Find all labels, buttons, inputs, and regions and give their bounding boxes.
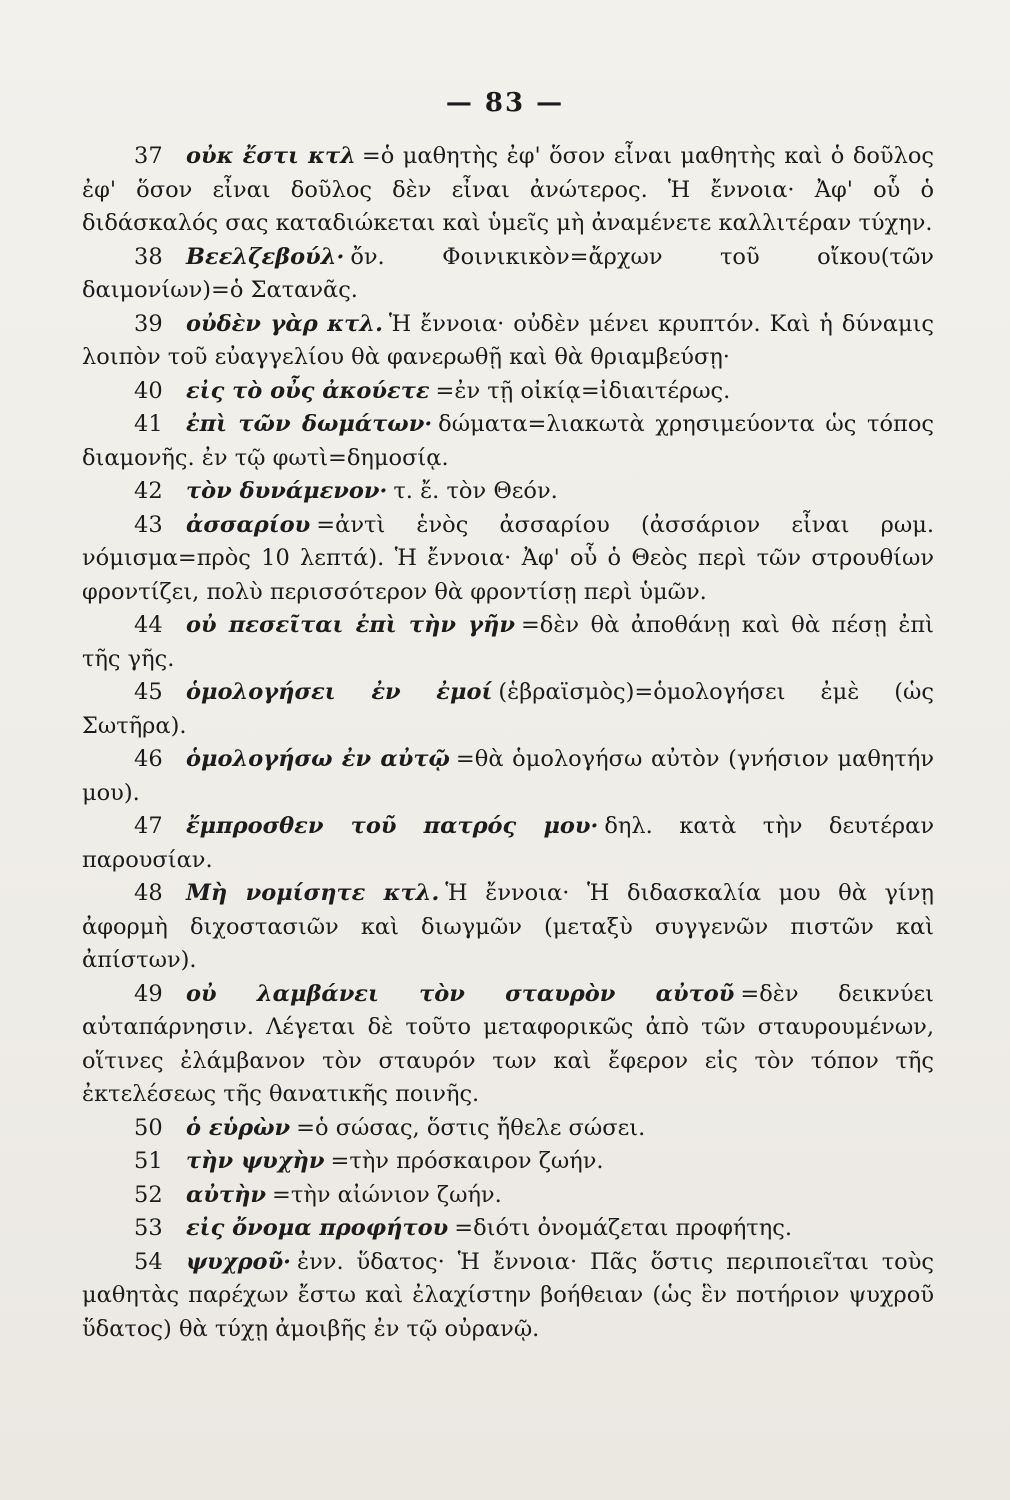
- note-item: [82, 1212, 934, 1246]
- note-term: εἰς ὄνομα προφήτου: [186, 1215, 449, 1241]
- note-term: ἔμπροσθεν τοῦ πατρός μου·: [186, 813, 599, 839]
- note-number: 44: [134, 612, 163, 638]
- note-term: οὐδὲν γὰρ κτλ.: [186, 310, 383, 337]
- note-number: 54: [134, 1248, 163, 1275]
- note-number: 52: [134, 1181, 163, 1208]
- note-term: οὐκ ἔστι κτλ: [186, 143, 356, 169]
- note-text: Ἡ ἔννοια· Ἡ διδασκαλία μου θὰ γίνῃ ἀφορμὴ διχοστασιῶν καὶ διωγμῶν (μεταξὺ συγγενῶν πιστῶν καὶ ἀπίστων).: [82, 880, 934, 973]
- note-text: =τὴν αἰώνιον ζωήν.: [272, 1181, 502, 1208]
- note-number: 37: [134, 143, 163, 169]
- note-text: =ὁ σώσας, ὅστις ἤθελε σώσει.: [296, 1114, 646, 1141]
- note-term: Μὴ νομίσητε κτλ.: [186, 880, 440, 906]
- note-item: [82, 475, 934, 509]
- note-item: [82, 877, 934, 978]
- note-term: εἰς τὸ οὖς ἀκούετε: [186, 377, 430, 404]
- note-item: [82, 810, 934, 877]
- note-text: =δὲν δεικνύει αὐταπάρνησιν. Λέγεται δὲ τοῦτο μεταφορικῶς ἀπὸ τῶν σταυρουμένων, οἵτινες ἐλάμβανον τὸν σταυρόν των καὶ ἔφερον εἰς τὸν τόπον τῆς ἐκτελέσεως τῆς θανατικῆς ποινῆς.: [82, 980, 934, 1107]
- notes-list: [82, 140, 934, 1346]
- page-number: — 83 —: [445, 88, 565, 118]
- note-text: =διότι ὀνομάζεται προφήτης.: [454, 1215, 792, 1241]
- note-number: 50: [134, 1114, 163, 1141]
- note-number: 53: [134, 1215, 163, 1241]
- note-text: =ὁ μαθητὴς ἐφ' ὅσον εἶναι μαθητὴς καὶ ὁ δοῦλος ἐφ' ὅσον εἶναι δοῦλος δὲν εἶναι ἀνώτερος. Ἡ ἔννοια· Ἀφ' οὗ ὁ διδάσκαλός σας καταδιώκεται καὶ ὑμεῖς μὴ ἀναμένετε καλλιτέραν τύχην.: [82, 143, 934, 236]
- note-term: ὁ εὑρὼν: [186, 1114, 291, 1141]
- note-term: ὁμολογήσει ἐν ἐμοί: [186, 679, 493, 705]
- note-number: 39: [134, 310, 163, 337]
- note-text: ἐνν. ὕδατος· Ἡ ἔννοια· Πᾶς ὅστις περιποιεῖται τοὺς μαθητὰς παρέχων ἔστω καὶ ἐλαχίστην βοήθειαν (ὡς ἓν ποτήριον ψυχροῦ ὕδατος) θὰ τύχῃ ἀμοιβῆς ἐν τῷ οὐρανῷ.: [82, 1248, 934, 1342]
- note-term: ψυχροῦ·: [186, 1248, 292, 1275]
- note-number: 41: [134, 411, 163, 437]
- note-item: [82, 1246, 934, 1347]
- note-item: [82, 609, 934, 676]
- note-number: 40: [134, 377, 163, 404]
- note-number: 43: [134, 511, 163, 538]
- note-term: ὁμολογήσω ἐν αὐτῷ: [186, 746, 450, 772]
- note-item: [82, 743, 934, 810]
- note-text: τ. ἔ. τὸν Θεόν.: [393, 478, 558, 504]
- note-item: [82, 509, 934, 610]
- note-number: 42: [134, 478, 163, 504]
- note-term: τὸν δυνάμενον·: [186, 478, 388, 504]
- note-term: οὐ πεσεῖται ἐπὶ τὴν γῆν: [186, 612, 515, 638]
- note-text: =τὴν πρόσκαιρον ζωήν.: [330, 1148, 604, 1174]
- note-text: δηλ. κατὰ τὴν δευτέραν παρουσίαν.: [82, 813, 935, 873]
- note-item: [82, 978, 934, 1112]
- note-item: [82, 1112, 934, 1146]
- note-number: 45: [134, 679, 163, 705]
- note-item: [82, 140, 934, 241]
- note-number: 49: [134, 980, 163, 1007]
- note-number: 48: [134, 880, 163, 906]
- note-term: Βεελζεβούλ·: [186, 243, 345, 270]
- note-item: [82, 308, 934, 375]
- note-term: τὴν ψυχὴν: [186, 1148, 325, 1174]
- note-text: =δὲν θὰ ἀποθάνῃ καὶ θὰ πέσῃ ἐπὶ τῆς γῆς.: [82, 612, 935, 672]
- note-number: 51: [134, 1148, 163, 1174]
- note-term: ἐπὶ τῶν δωμάτων·: [186, 411, 433, 437]
- note-item: [82, 676, 934, 743]
- note-text: =θὰ ὁμολογήσω αὐτὸν (γνήσιον μαθητήν μου).: [82, 746, 935, 806]
- note-item: [82, 408, 934, 475]
- note-text: Ἡ ἔννοια· οὐδὲν μένει κρυπτόν. Καὶ ἡ δύναμις λοιπὸν τοῦ εὐαγγελίου θὰ φανερωθῇ καὶ θὰ θριαμβεύσῃ·: [82, 310, 934, 370]
- note-text: (ἑβραϊσμὸς)=ὁμολογήσει ἐμὲ (ὡς Σωτῆρα).: [82, 679, 934, 739]
- note-term: ἀσσαρίου: [186, 511, 311, 538]
- note-term: οὐ λαμβάνει τὸν σταυρὸν αὐτοῦ: [186, 980, 735, 1007]
- note-text: δώματα=λιακωτὰ χρησιμεύοντα ὡς τόπος διαμονῆς. ἐν τῷ φωτὶ=δημοσίᾳ.: [82, 411, 934, 471]
- note-text: ὄν. Φοινικικὸν=ἄρχων τοῦ οἴκου(τῶν δαιμονίων)=ὁ Σατανᾶς.: [82, 243, 934, 303]
- note-term: αὐτὴν: [186, 1181, 267, 1208]
- note-number: 47: [134, 813, 163, 839]
- note-item: [82, 1179, 934, 1213]
- note-number: 46: [134, 746, 163, 772]
- note-text: =ἐν τῇ οἰκίᾳ=ἰδιαιτέρως.: [435, 377, 731, 404]
- note-item: [82, 241, 934, 308]
- note-item: [82, 375, 934, 409]
- note-number: 38: [134, 243, 163, 270]
- note-item: [82, 1145, 934, 1179]
- note-text: =ἀντὶ ἑνὸς ἀσσαρίου (ἀσσάριον εἶναι ρωμ. νόμισμα=πρὸς 10 λεπτά). Ἡ ἔννοια· Ἀφ' οὗ ὁ Θεὸς περὶ τῶν στρουθίων φροντίζει, πολὺ περισσότερον θὰ φροντίσῃ περὶ ὑμῶν.: [82, 511, 934, 605]
